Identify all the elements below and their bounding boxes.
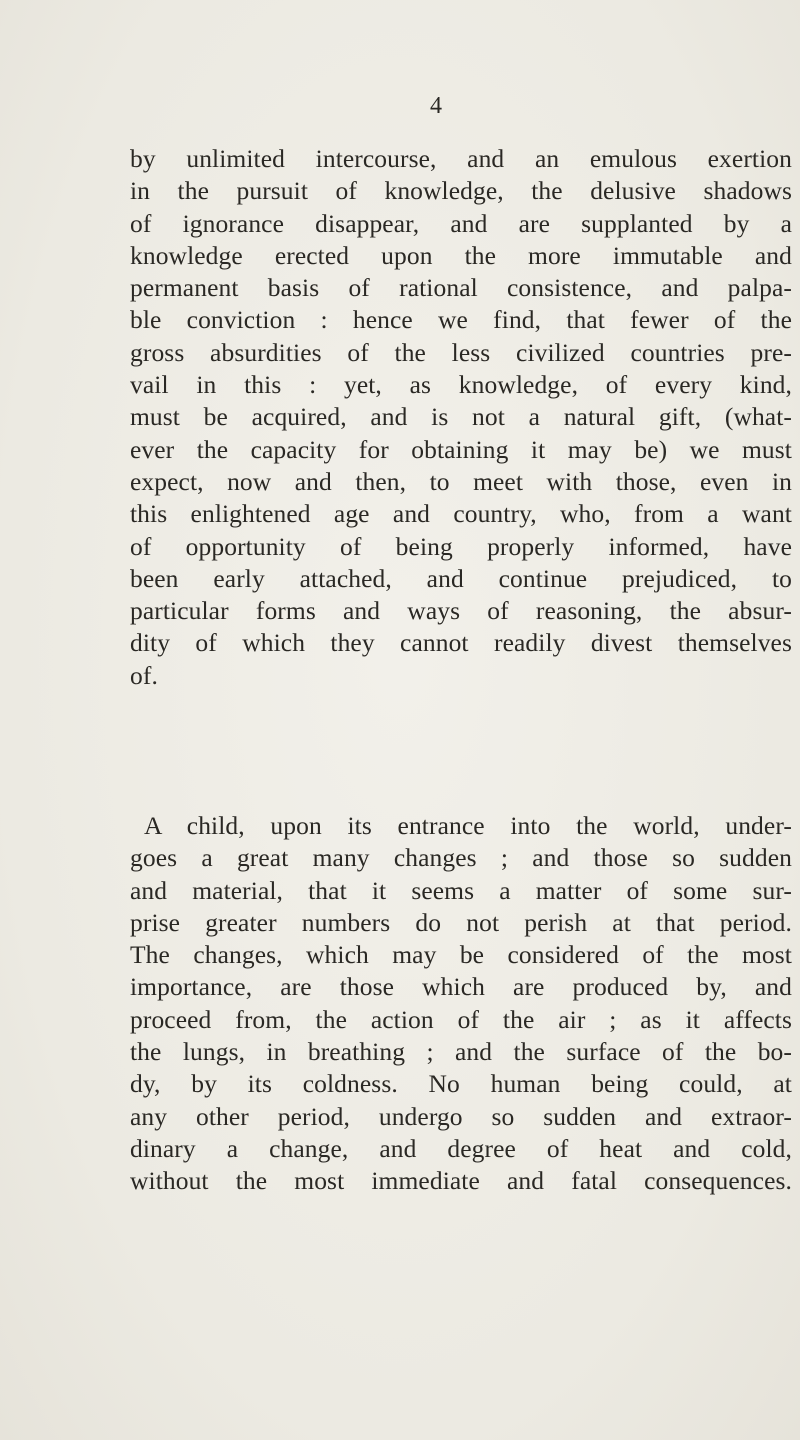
text-line: particular forms and ways of reasoning, the absur- [130, 596, 792, 626]
text-line: ever the capacity for obtaining it may be) we must [130, 434, 792, 464]
text-line: must be acquired, and is not a natural gift, (what- [130, 402, 792, 432]
text-line: of ignorance disappear, and are supplanted by a [130, 208, 792, 238]
paragraph-2 [130, 810, 792, 1198]
text-line: any other period, undergo so sudden and extraor- [130, 1101, 792, 1131]
text-line: vail in this : yet, as knowledge, of every kind, [130, 370, 792, 400]
text-line: gross absurdities of the less civilized countries pre- [130, 337, 792, 367]
paragraph-1 [130, 143, 792, 692]
text-line: importance, are those which are produced by, and [130, 972, 792, 1002]
text-line: been early attached, and continue prejudiced, to [130, 563, 792, 593]
text-line: goes a great many changes ; and those so sudden [130, 843, 792, 873]
text-line: expect, now and then, to meet with those, even in [130, 466, 792, 496]
text-line: the lungs, in breathing ; and the surface of the bo- [130, 1037, 792, 1067]
text-line: permanent basis of rational consistence, and palpa- [130, 273, 792, 303]
text-line: in the pursuit of knowledge, the delusive shadows [130, 176, 792, 206]
text-line: The changes, which may be considered of the most [130, 940, 792, 970]
text-line: without the most immediate and fatal consequences. [130, 1166, 792, 1196]
page-number: 4 [430, 93, 442, 119]
text-line: and material, that it seems a matter of some sur- [130, 875, 792, 905]
text-line: of. [130, 660, 158, 690]
text-line: knowledge erected upon the more immutable and [130, 240, 792, 270]
text-line: by unlimited intercourse, and an emulous exertion [130, 144, 792, 173]
text-line: ble conviction : hence we find, that fewer of the [130, 305, 792, 335]
text-line: dity of which they cannot readily divest themselves [130, 628, 792, 658]
text-line: A child, upon its entrance into the world, under- [144, 811, 792, 840]
text-line: this enlightened age and country, who, from a want [130, 499, 792, 529]
text-line: dinary a change, and degree of heat and cold, [130, 1133, 792, 1163]
text-line: dy, by its coldness. No human being could, at [130, 1069, 792, 1099]
text-line: proceed from, the action of the air ; as it affects [130, 1004, 792, 1034]
text-line: of opportunity of being properly informed, have [130, 531, 792, 561]
text-line: prise greater numbers do not perish at that period. [130, 907, 792, 937]
